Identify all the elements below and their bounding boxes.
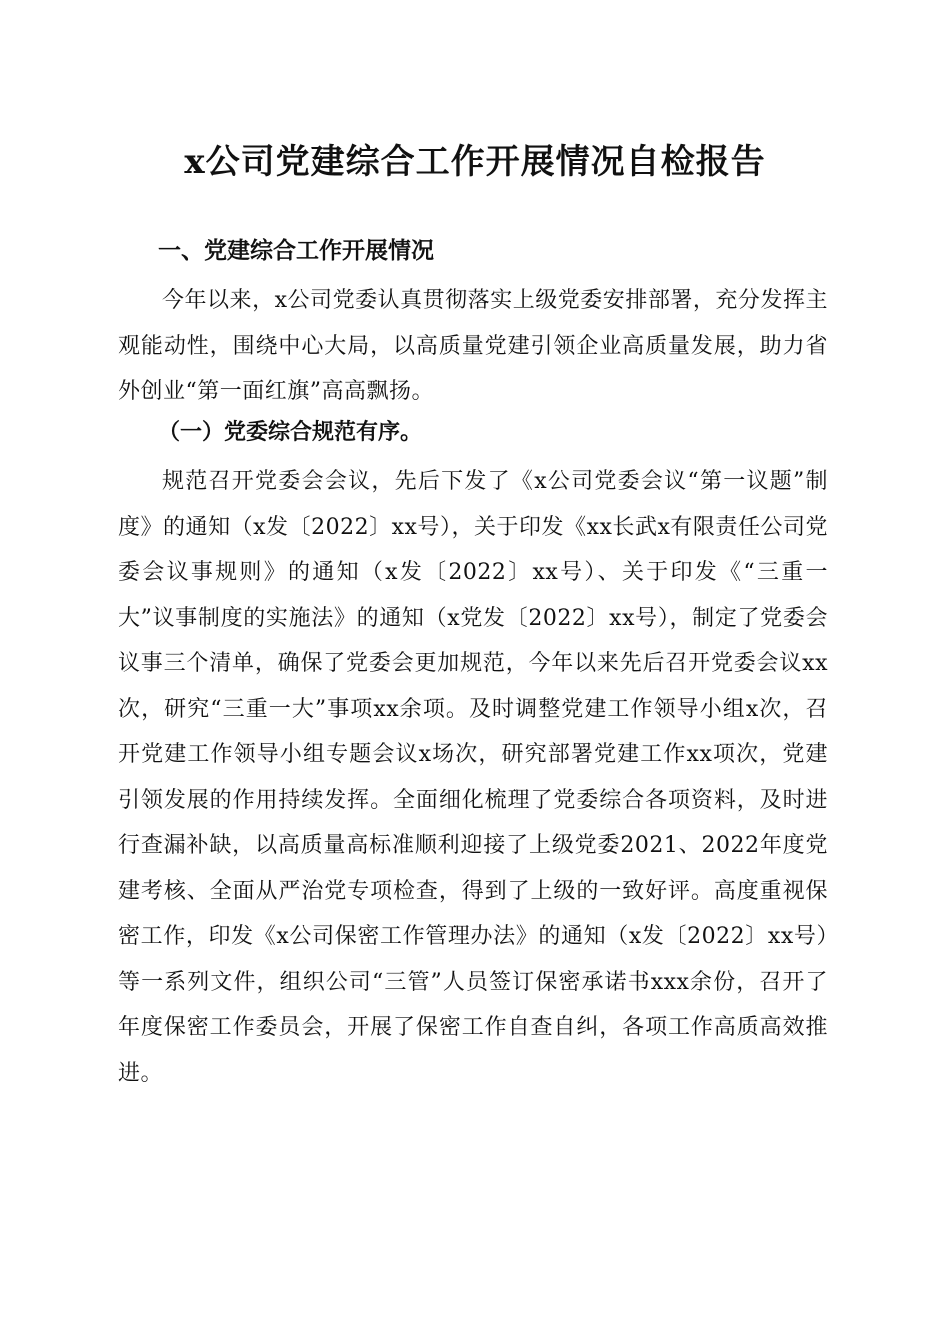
section-heading: 一、党建综合工作开展情况 [158,238,434,264]
paragraph-intro: 今年以来，x公司党委认真贯彻落实上级党委安排部署，充分发挥主观能动性，围绕中心大局，以高质量党建引领企业高质量发展，助力省外创业“第一面红旗”高高飘扬。 [118,288,828,404]
subsection-heading: （一）党委综合规范有序。 [158,419,423,445]
paragraph-body: 规范召开党委会会议，先后下发了《x公司党委会议“第一议题”制度》的通知（x发〔2022〕xx号），关于印发《xx长武x有限责任公司党委会议事规则》的通知（x发〔2022〕xx号）、关于印发《“三重一大”议事制度的实施法》的通知（x党发〔2022〕xx号），制定了党委会议事三个清单，确保了党委会更加规范，今年以来先后召开党委会议xx次，研究“三重一大”事项xx余项。及时调整党建工作领导小组x次，召开党建工作领导小组专题会议x场次，研究部署党建工作xx项次，党建引领发展的作用持续发挥。全面细化梳理了党委综合各项资料，及时进行查漏补缺，以高质量高标准顺利迎接了上级党委2021、2022年度党建考核、全面从严治党专项检查，得到了上级的一致好评。高度重视保密工作，印发《x公司保密工作管理办法》的通知（x发〔2022〕xx号）等一系列文件，组织公司“三管”人员签订保密承诺书xxx余份，召开了年度保密工作委员会，开展了保密工作自查自纠，各项工作高质高效推进。 [118,469,828,1086]
document-title: x公司党建综合工作开展情况自检报告 [184,142,766,182]
